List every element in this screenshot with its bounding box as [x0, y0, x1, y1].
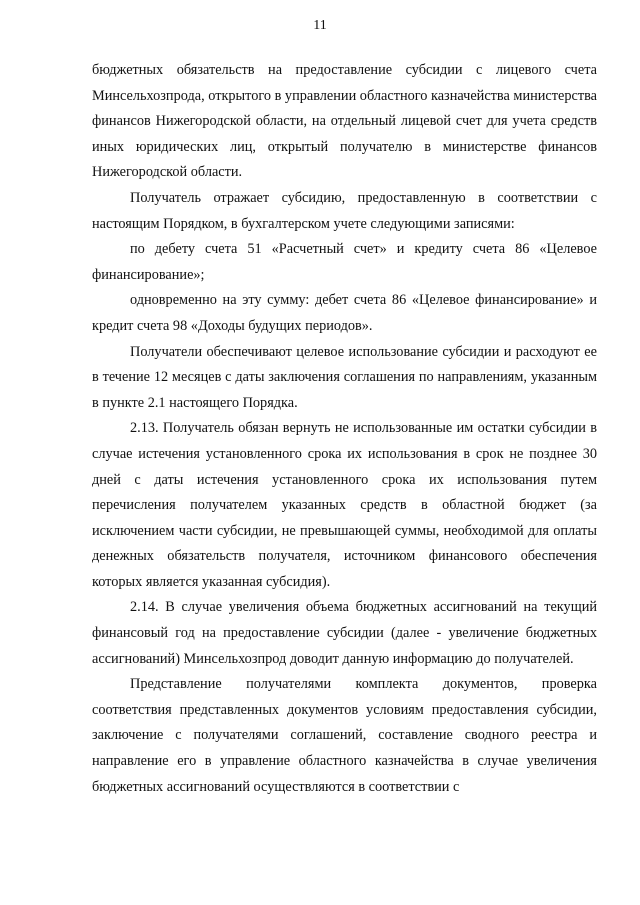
paragraph-accounting: Получатель отражает субсидию, предоставленную в соответствии с настоящим Порядком, в бухгалтерском учете следующими записями: [92, 189, 597, 232]
paragraph-target-use: Получатели обеспечивают целевое использование субсидии и расходуют ее в течение 12 месяцев с даты заключения соглашения по направлениям, указанным в пункте 2.1 настоящего Порядка. [92, 343, 597, 411]
paragraph-2-14: 2.14. В случае увеличения объема бюджетных ассигнований на текущий финансовый год на предоставление субсидии (далее - увеличение бюджетных ассигнований) Минсельхозпрод доводит данную информацию до получателей. [92, 599, 597, 667]
paragraph-debit-entry: по дебету счета 51 «Расчетный счет» и кредиту счета 86 «Целевое финансирование»; [92, 241, 597, 283]
paragraph-credit-entry: одновременно на эту сумму: дебет счета 86 «Целевое финансирование» и кредит счета 98 «Доходы будущих периодов». [92, 292, 597, 334]
paragraph-2-13: 2.13. Получатель обязан вернуть не использованные им остатки субсидии в случае истечения установленного срока их использования в срок не позднее 30 дней с даты истечения установленного срока их использования путем перечисления получателем указанных средств в областной бюджет (за исключением части субсидии, не превышающей суммы, необходимой для оплаты денежных обязательств получателя, источником финансового обеспечения которых является указанная субсидия). [92, 420, 597, 590]
paragraph-continuation: бюджетных обязательств на предоставление субсидии с лицевого счета Минсельхозпрода, открытого в управлении областного казначейства министерства финансов Нижегородской области, на отдельный лицевой счет для учета средств иных юридических лиц, открытый получателю в министерстве финансов Нижегородской области. [92, 62, 597, 181]
page-number: 11 [313, 18, 327, 33]
paragraph-submission: Представление получателями комплекта документов, проверка соответствия представленных документов условиям предоставления субсидии, заключение с получателями соглашений, составление сводного реестра и направление его в управление областного казначейства в случае увеличения бюджетных ассигнований осуществляются в соответствии с [92, 676, 597, 795]
document-body [92, 58, 597, 800]
